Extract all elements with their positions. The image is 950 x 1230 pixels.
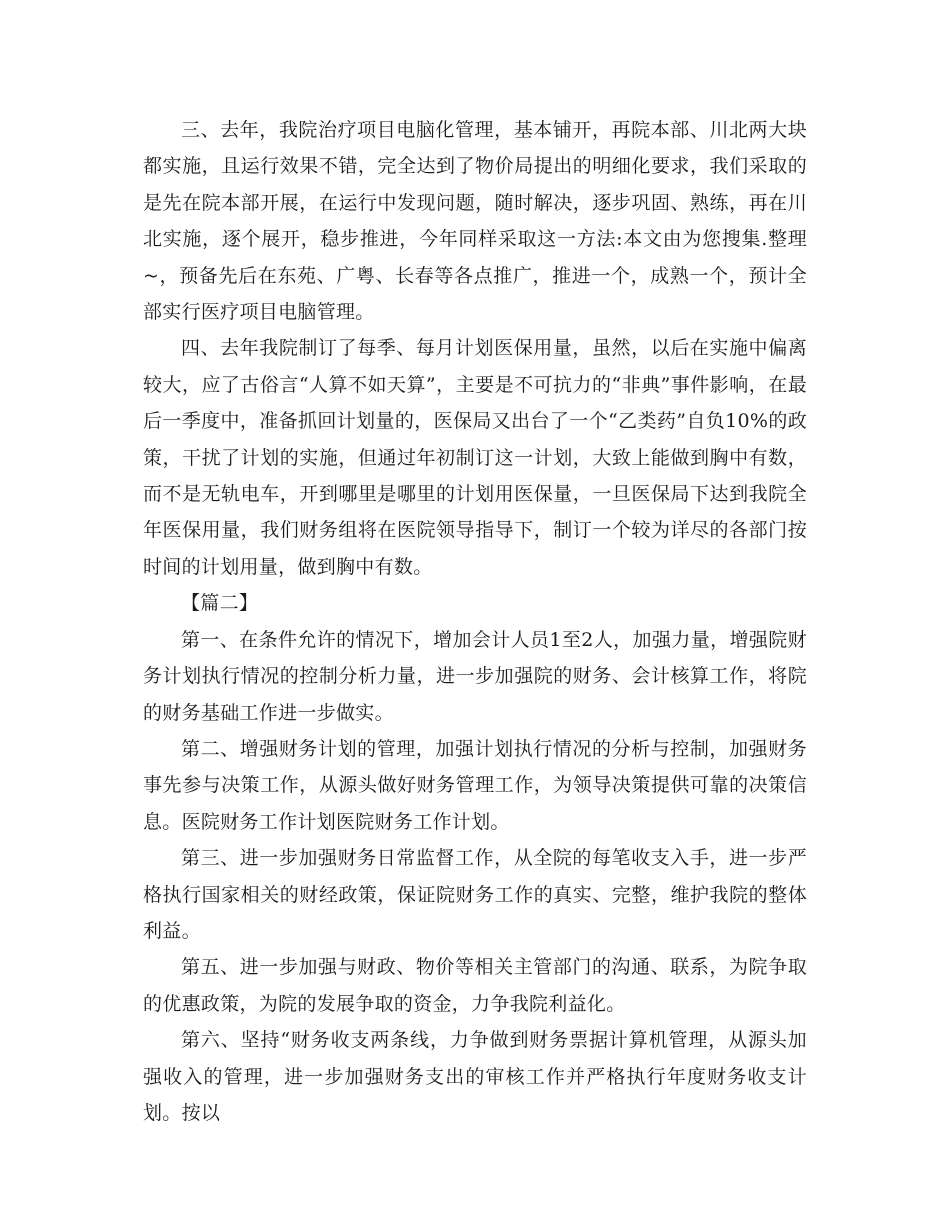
paragraph-item-third: 第三、进一步加强财务日常监督工作，从全院的每笔收支入手，进一步严格执行国家相关的财经政策，保证院财务工作的真实、完整，维护我院的整体利益。 xyxy=(143,847,807,942)
paragraph-item-first: 第一、在条件允许的情况下，增加会计人员1至2人，加强力量，增强院财务计划执行情况的控制分析力量，进一步加强院的财务、会计核算工作，将院的财务基础工作进一步做实。 xyxy=(143,628,807,724)
paragraph-item-fifth: 第五、进一步加强与财政、物价等相关主管部门的沟通、联系，为院争取的优惠政策，为院的发展争取的资金，力争我院利益化。 xyxy=(143,956,807,1015)
section-heading-part-two: 【篇二】 xyxy=(181,592,259,615)
paragraph-item-sixth: 第六、坚持“财务收支两条线，力争做到财务票据计算机管理，从源头加强收入的管理，进一步加强财务支出的审核工作并严格执行年度财务收支计划。按以 xyxy=(143,1029,807,1124)
document-body xyxy=(143,112,807,1131)
paragraph-section-three: 三、去年，我院治疗项目电脑化管理，基本铺开，再院本部、川北两大块都实施，且运行效果不错，完全达到了物价局提出的明细化要求，我们采取的是先在院本部开展，在运行中发现问题，随时解决，逐步巩固、熟练，再在川北实施，逐个展开，稳步推进，今年同样采取这一方法:本文由为您搜集.整理~，预备先后在东苑、广粤、长春等各点推广，推进一个，成熟一个，预计全部实行医疗项目电脑管理。 xyxy=(143,119,807,324)
paragraph-item-second: 第二、增强财务计划的管理，加强计划执行情况的分析与控制，加强财务事先参与决策工作，从源头做好财务管理工作，为领导决策提供可靠的决策信息。医院财务工作计划医院财务工作计划。 xyxy=(143,737,807,833)
paragraph-section-four: 四、去年我院制订了每季、每月计划医保用量，虽然，以后在实施中偏离较大，应了古俗言“人算不如天算”，主要是不可抗力的“非典”事件影响，在最后一季度中，准备抓回计划量的，医保局又出台了一个“乙类药”自负10%的政策，干扰了计划的实施，但通过年初制订这一计划，大致上能做到胸中有数，而不是无轨电车，开到哪里是哪里的计划用医保量，一旦医保局下达到我院全年医保用量，我们财务组将在医院领导指导下，制订一个较为详尽的各部门按时间的计划用量，做到胸中有数。 xyxy=(143,337,807,578)
